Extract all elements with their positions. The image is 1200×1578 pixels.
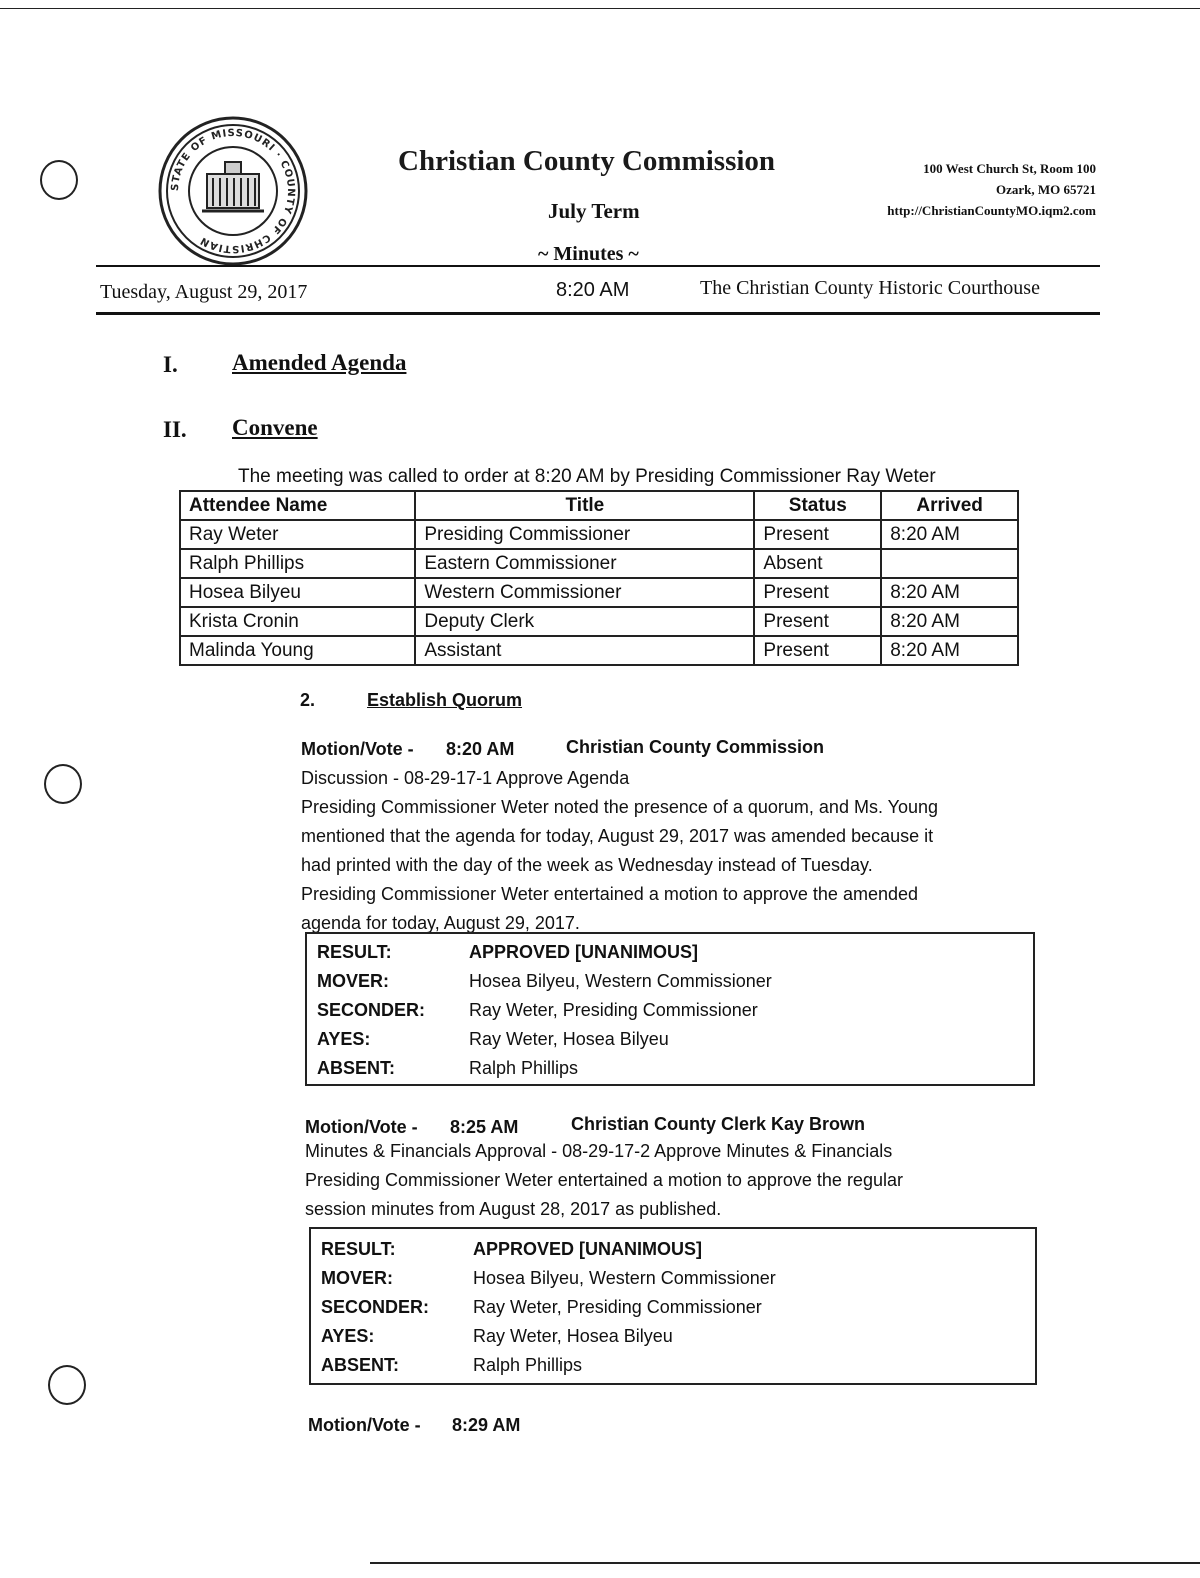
header-rule-top <box>96 265 1100 267</box>
page-top-edge <box>0 8 1200 9</box>
motion-time: 8:25 AM <box>450 1117 519 1137</box>
motion-label: Motion/Vote - <box>301 739 414 759</box>
motion-body: Christian County Clerk Kay Brown <box>571 1114 866 1134</box>
absent-value: Ralph Phillips <box>473 1355 583 1375</box>
motion-description <box>301 764 938 938</box>
attendee-arrived <box>881 549 1018 578</box>
motion-text-line: Discussion - 08-29-17-1 Approve Agenda <box>301 768 630 788</box>
column-header: Status <box>754 491 881 520</box>
motion-body: Christian County Commission <box>566 737 825 757</box>
attendee-arrived: 8:20 AM <box>881 520 1018 549</box>
svg-text:STATE OF MISSOURI · COUNTY OF: STATE OF MISSOURI · COUNTY OF CHRISTIAN <box>169 127 297 255</box>
table-row <box>180 549 1018 578</box>
table-row <box>180 520 1018 549</box>
motion-label: Motion/Vote - <box>308 1415 421 1435</box>
table-header-row <box>180 491 1018 520</box>
motion-text-line: Presiding Commissioner Weter entertained a motion to approve the amended <box>301 884 919 904</box>
absent-label: ABSENT: <box>317 1058 396 1078</box>
meeting-time: 8:20 AM <box>556 279 630 301</box>
attendee-status: Present <box>754 636 881 665</box>
page-bottom-edge <box>370 1562 1200 1564</box>
result-label: RESULT: <box>317 942 392 962</box>
section-number: II. <box>163 417 187 442</box>
attendee-name: Ralph Phillips <box>180 549 415 578</box>
website-link[interactable]: http://ChristianCountyMO.iqm2.com <box>887 203 1096 218</box>
attendee-status: Present <box>754 520 881 549</box>
mover-value: Hosea Bilyeu, Western Commissioner <box>469 971 772 991</box>
ayes-label: AYES: <box>317 1029 371 1049</box>
motion-text-line: Minutes & Financials Approval - 08-29-17-2 Approve Minutes & Financials <box>305 1141 893 1161</box>
binder-hole <box>44 764 82 804</box>
meeting-date: Tuesday, August 29, 2017 <box>100 281 308 303</box>
minutes-label: ~ Minutes ~ <box>538 243 639 265</box>
motion-text-line: agenda for today, August 29, 2017. <box>301 913 580 933</box>
attendee-status: Absent <box>754 549 881 578</box>
motion-text-line: session minutes from August 28, 2017 as published. <box>305 1199 722 1219</box>
address-line-2: Ozark, MO 65721 <box>995 182 1096 197</box>
attendee-arrived: 8:20 AM <box>881 636 1018 665</box>
term-label: July Term <box>548 199 640 223</box>
motion-text-line: Presiding Commissioner Weter entertained a motion to approve the regular <box>305 1170 903 1190</box>
attendee-status: Present <box>754 578 881 607</box>
address-line-1: 100 West Church St, Room 100 <box>923 161 1096 176</box>
attendee-title: Western Commissioner <box>415 578 754 607</box>
motion-time: 8:20 AM <box>446 739 515 759</box>
seconder-value: Ray Weter, Presiding Commissioner <box>473 1297 762 1317</box>
ayes-value: Ray Weter, Hosea Bilyeu <box>473 1326 673 1346</box>
header-rule-bottom <box>96 312 1100 315</box>
county-seal <box>158 116 308 266</box>
attendee-title: Assistant <box>415 636 754 665</box>
absent-label: ABSENT: <box>321 1355 400 1375</box>
result-value: APPROVED [UNANIMOUS] <box>469 942 699 962</box>
motion-text-line: Presiding Commissioner Weter noted the presence of a quorum, and Ms. Young <box>301 797 939 817</box>
attendee-title: Eastern Commissioner <box>415 549 754 578</box>
attendee-name: Malinda Young <box>180 636 415 665</box>
result-value: APPROVED [UNANIMOUS] <box>473 1239 703 1259</box>
motion-text-line: mentioned that the agenda for today, August 29, 2017 was amended because it <box>301 826 934 846</box>
column-header: Attendee Name <box>180 491 415 520</box>
address-block <box>858 158 1096 221</box>
motion-description <box>305 1137 903 1224</box>
attendance-table <box>179 490 1019 666</box>
attendee-title: Presiding Commissioner <box>415 520 754 549</box>
attendee-arrived: 8:20 AM <box>881 578 1018 607</box>
seconder-value: Ray Weter, Presiding Commissioner <box>469 1000 758 1020</box>
ayes-value: Ray Weter, Hosea Bilyeu <box>469 1029 669 1049</box>
section-title-convene: Convene <box>232 415 318 440</box>
attendee-name: Ray Weter <box>180 520 415 549</box>
vote-result-box <box>309 1227 1037 1385</box>
attendee-title: Deputy Clerk <box>415 607 754 636</box>
result-label: RESULT: <box>321 1239 396 1259</box>
motion-text-line: had printed with the day of the week as Wednesday instead of Tuesday. <box>301 855 873 875</box>
subsection-title-establish-quorum: Establish Quorum <box>367 690 523 710</box>
table-row <box>180 607 1018 636</box>
vote-result-box <box>305 932 1035 1086</box>
binder-hole <box>40 160 78 200</box>
seconder-label: SECONDER: <box>317 1000 426 1020</box>
subsection-number: 2. <box>300 690 316 710</box>
attendee-name: Hosea Bilyeu <box>180 578 415 607</box>
mover-label: MOVER: <box>321 1268 393 1288</box>
section-number: I. <box>163 352 178 377</box>
document-title: Christian County Commission <box>398 145 776 177</box>
call-to-order-text: The meeting was called to order at 8:20 AM by Presiding Commissioner Ray Weter <box>238 466 936 487</box>
meeting-location: The Christian County Historic Courthouse <box>700 277 1040 299</box>
motion-time: 8:29 AM <box>452 1415 521 1435</box>
column-header: Arrived <box>881 491 1018 520</box>
absent-value: Ralph Phillips <box>469 1058 579 1078</box>
attendee-arrived: 8:20 AM <box>881 607 1018 636</box>
mover-label: MOVER: <box>317 971 389 991</box>
table-row <box>180 636 1018 665</box>
attendee-name: Krista Cronin <box>180 607 415 636</box>
mover-value: Hosea Bilyeu, Western Commissioner <box>473 1268 776 1288</box>
attendee-status: Present <box>754 607 881 636</box>
motion-label: Motion/Vote - <box>305 1117 418 1137</box>
seconder-label: SECONDER: <box>321 1297 430 1317</box>
binder-hole <box>48 1365 86 1405</box>
ayes-label: AYES: <box>321 1326 375 1346</box>
column-header: Title <box>415 491 754 520</box>
table-row <box>180 578 1018 607</box>
section-title-amended-agenda: Amended Agenda <box>232 350 407 375</box>
